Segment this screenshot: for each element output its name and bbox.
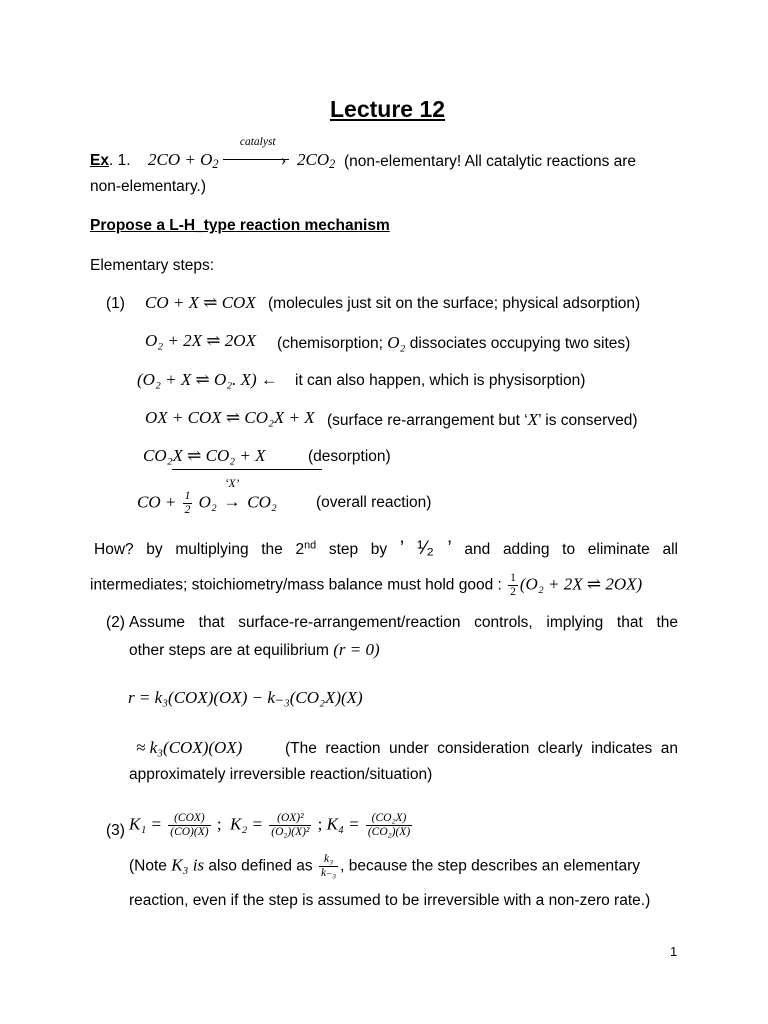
step-5-text: (desorption) — [308, 448, 391, 465]
step-5-equation: CO₂X ⇌ CO₂ + X — [143, 446, 266, 465]
elementary-steps-label: Elementary steps: — [90, 257, 215, 274]
step-3-text: it can also happen, which is physisorption) — [295, 372, 586, 389]
rate-equation: r = k₃(COX)(OX) − k₋₃(CO₂X)(X) — [128, 688, 363, 707]
step-1-equation: CO + X ⇌ COX — [145, 293, 256, 312]
step-2-text: (chemisorption; O₂ dissociates occupying two sites) — [277, 333, 631, 352]
how-line-1: How? by multiplying the 2nd step by ’ ¹⁄₂ ’ and adding to eliminate all — [94, 538, 678, 559]
equilibrium-constants: K₁ = $\frac{\text{(COX)}}{(CO)(X)}$ ; K₂ = $\frac{\text{(OX)²}}{\text{(O₂)(X)²}}$ ; K₄ = $\frac{\text{(CO₂X)}}{\text{(CO₂)(X)}}$ — [129, 812, 411, 838]
page-title: Lecture 12 — [330, 96, 446, 122]
overall-equation: CO + $\frac{1}{2}$ O₂ ‘X’ → CO₂ — [137, 478, 277, 516]
overall-text: (overall reaction) — [316, 494, 432, 511]
part-2-number: (2) — [106, 614, 125, 631]
step-4-text: (surface re-arrangement but ‘X’ is conserved) — [327, 410, 638, 429]
part-3-note-line-2: reaction, even if the step is assumed to be irreversible with a non-zero rate.) — [129, 892, 651, 909]
part-2-line-2: other steps are at equilibrium (r = 0) — [129, 640, 380, 659]
example-label: Ex. 1. — [90, 152, 131, 169]
step-1-text: (molecules just sit on the surface; physical adsorption) — [268, 295, 641, 312]
step-2-equation: O₂ + 2X ⇌ 2OX — [145, 331, 256, 350]
page-number: 1 — [670, 944, 678, 959]
step-1-number: (1) — [106, 295, 125, 312]
step-3-equation: (O₂ + X ⇌ O₂. X) ← — [137, 370, 278, 389]
approx-equation: ≈ k₃(COX)(OX) — [136, 738, 243, 757]
how-line-2: intermediates; stoichiometry/mass balance must hold good : $\frac{1}{2}$ (O₂ + 2X ⇌ 2OX) — [90, 572, 643, 598]
part-2-last-line: approximately irreversible reaction/situation) — [129, 766, 433, 783]
mechanism-heading: Propose a L-H_type reaction mechanism — [90, 217, 390, 234]
part-3-number: (3) — [106, 822, 125, 839]
step-5-underline — [172, 469, 322, 470]
example-note: (non-elementary! All catalytic reactions are — [344, 153, 637, 170]
example-equation: $2CO + O_2$ catalyst › $2CO_2$ — [148, 136, 336, 172]
part-3-note-line-1: (Note K₃ is also defined as $\frac{\text{k₃}}{\text{k₋₃}}$ , because the step describes an elementary — [129, 853, 640, 879]
step-4-equation: OX + COX ⇌ CO₂X + X — [145, 408, 315, 427]
part-2-line-1: Assume that surface-re-arrangement/reaction controls, implying that the — [129, 614, 678, 631]
approx-text: (The reaction under consideration clearly indicates an — [285, 740, 678, 757]
example-note-cont: non-elementary.) — [90, 178, 207, 195]
